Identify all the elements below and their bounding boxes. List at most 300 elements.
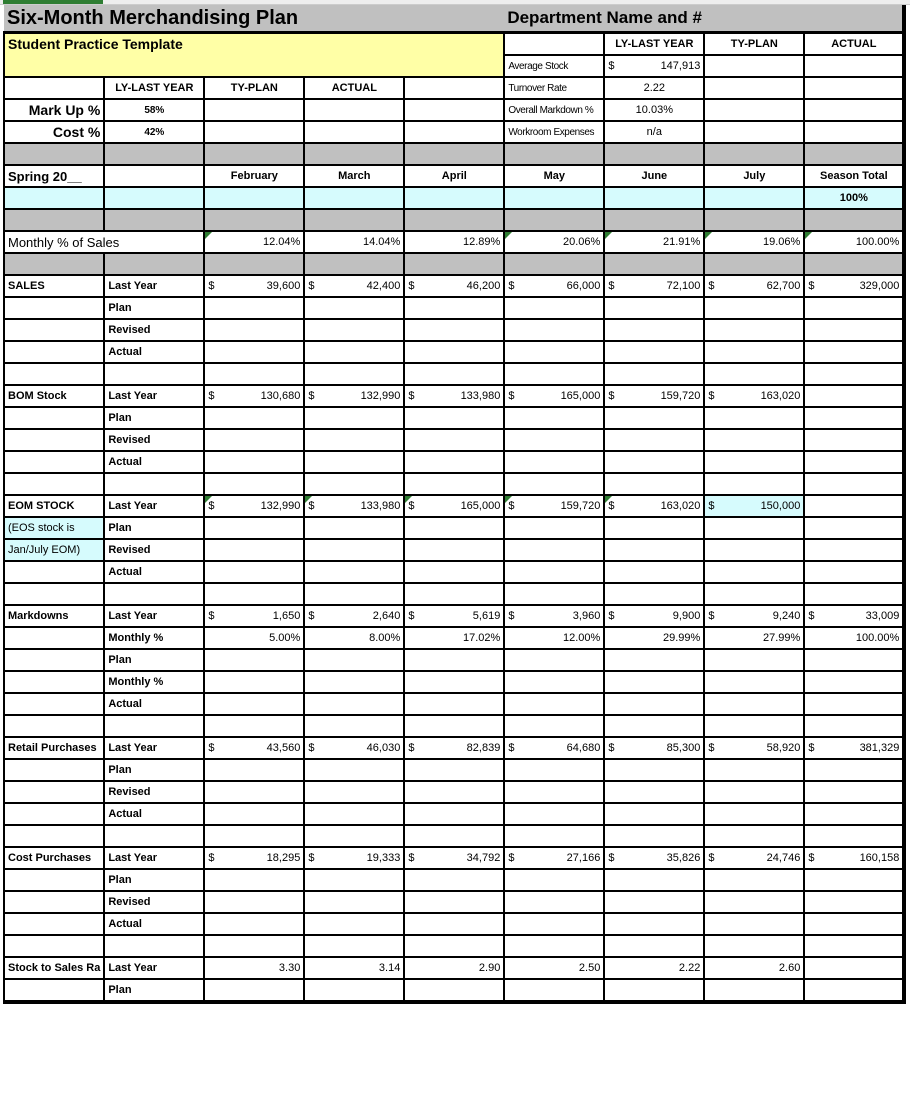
cell[interactable] (204, 473, 304, 495)
value-cell[interactable] (404, 407, 504, 429)
value-cell[interactable] (604, 605, 704, 627)
value-cell[interactable] (804, 561, 904, 583)
cell[interactable] (204, 825, 304, 847)
stat-label[interactable]: Average Stock (504, 55, 604, 77)
sheet-title[interactable]: Six-Month Merchandising Plan (4, 5, 504, 33)
value-cell[interactable] (804, 693, 904, 715)
value-cell[interactable] (304, 781, 404, 803)
month-header[interactable]: July (704, 165, 804, 187)
cell[interactable] (204, 583, 304, 605)
cell[interactable] (4, 759, 104, 781)
value-cell[interactable] (704, 781, 804, 803)
value-cell[interactable] (804, 671, 904, 693)
cell[interactable] (804, 77, 904, 99)
value-cell[interactable] (604, 429, 704, 451)
value-cell[interactable] (504, 649, 604, 671)
value-cell[interactable] (604, 649, 704, 671)
value-cell[interactable] (704, 869, 804, 891)
value-cell[interactable] (604, 781, 704, 803)
value-cell[interactable] (604, 979, 704, 1002)
value-cell[interactable] (404, 957, 504, 979)
value-cell[interactable] (304, 451, 404, 473)
value-cell[interactable] (704, 407, 804, 429)
cell[interactable] (504, 935, 604, 957)
value-cell[interactable] (504, 803, 604, 825)
section-title[interactable]: Markdowns (4, 605, 104, 627)
value-cell[interactable] (804, 759, 904, 781)
cell[interactable] (704, 99, 804, 121)
value-cell[interactable] (204, 671, 304, 693)
row-label[interactable]: Last Year (104, 737, 204, 759)
value-cell[interactable] (304, 429, 404, 451)
value-cell[interactable] (204, 561, 304, 583)
row-label[interactable]: Actual (104, 561, 204, 583)
cell[interactable] (4, 869, 104, 891)
stat-ly-value[interactable] (604, 55, 704, 77)
value-cell[interactable] (604, 275, 704, 297)
cell[interactable] (4, 935, 104, 957)
value-cell[interactable] (604, 693, 704, 715)
value-cell[interactable] (704, 803, 804, 825)
value-cell[interactable] (504, 407, 604, 429)
cell[interactable] (4, 451, 104, 473)
cell[interactable] (704, 583, 804, 605)
value-cell[interactable] (704, 759, 804, 781)
summary-header-ty[interactable]: TY-PLAN (204, 77, 304, 99)
value-cell[interactable] (404, 693, 504, 715)
section-title[interactable]: Cost Purchases (4, 847, 104, 869)
row-label[interactable]: Plan (104, 407, 204, 429)
value-cell[interactable] (404, 451, 504, 473)
value-cell[interactable] (504, 781, 604, 803)
value-cell[interactable] (304, 319, 404, 341)
value-cell[interactable] (204, 517, 304, 539)
stat-ly-value[interactable]: 10.03% (604, 99, 704, 121)
value-cell[interactable] (704, 605, 804, 627)
cell[interactable] (204, 715, 304, 737)
cell[interactable] (704, 825, 804, 847)
value-cell[interactable] (804, 891, 904, 913)
value-cell[interactable] (804, 979, 904, 1002)
value-cell[interactable] (404, 275, 504, 297)
cell[interactable] (504, 473, 604, 495)
value-cell[interactable] (704, 385, 804, 407)
value-cell[interactable] (404, 385, 504, 407)
value-cell[interactable] (204, 803, 304, 825)
season-total-pct[interactable]: 100% (804, 187, 904, 209)
value-cell[interactable] (304, 869, 404, 891)
cell[interactable] (504, 825, 604, 847)
value-cell[interactable] (304, 649, 404, 671)
value-cell[interactable] (204, 275, 304, 297)
value-cell[interactable] (504, 319, 604, 341)
row-label[interactable]: Last Year (104, 385, 204, 407)
cell[interactable] (4, 627, 104, 649)
cell[interactable] (804, 121, 904, 143)
value-cell[interactable] (604, 319, 704, 341)
cell[interactable] (704, 473, 804, 495)
value-cell[interactable] (404, 891, 504, 913)
cell[interactable] (4, 429, 104, 451)
subtitle[interactable]: Student Practice Template (4, 33, 504, 78)
value-cell[interactable] (204, 759, 304, 781)
value-cell[interactable] (404, 605, 504, 627)
value-cell[interactable] (204, 847, 304, 869)
cell[interactable] (204, 121, 304, 143)
summary-ly-value[interactable]: 58% (104, 99, 204, 121)
value-cell[interactable] (704, 429, 804, 451)
value-cell[interactable] (804, 407, 904, 429)
value-cell[interactable] (304, 539, 404, 561)
value-cell[interactable] (404, 671, 504, 693)
monthly-pct-cell[interactable]: 19.06% (704, 231, 804, 253)
value-cell[interactable] (304, 627, 404, 649)
value-cell[interactable] (704, 737, 804, 759)
value-cell[interactable] (804, 957, 904, 979)
value-cell[interactable] (304, 517, 404, 539)
cell[interactable] (4, 803, 104, 825)
value-cell[interactable] (304, 759, 404, 781)
value-cell[interactable] (704, 913, 804, 935)
cell[interactable] (404, 121, 504, 143)
cell[interactable] (304, 583, 404, 605)
value-cell[interactable] (604, 539, 704, 561)
month-header[interactable]: June (604, 165, 704, 187)
cell[interactable] (104, 165, 204, 187)
cell[interactable] (504, 363, 604, 385)
value-cell[interactable] (604, 737, 704, 759)
cell[interactable] (4, 77, 104, 99)
value-cell[interactable] (204, 781, 304, 803)
value-cell[interactable] (504, 517, 604, 539)
value-cell[interactable] (204, 913, 304, 935)
value-cell[interactable] (604, 517, 704, 539)
cell[interactable] (4, 583, 104, 605)
value-cell[interactable] (704, 957, 804, 979)
value-cell[interactable] (204, 539, 304, 561)
cell[interactable] (604, 473, 704, 495)
cell[interactable] (404, 363, 504, 385)
value-cell[interactable] (604, 891, 704, 913)
value-cell[interactable] (604, 759, 704, 781)
value-cell[interactable] (404, 297, 504, 319)
value-cell[interactable] (204, 693, 304, 715)
section-title[interactable]: Stock to Sales Ra (4, 957, 104, 979)
row-label[interactable]: Plan (104, 869, 204, 891)
cell[interactable] (804, 715, 904, 737)
cell[interactable] (304, 473, 404, 495)
value-cell[interactable] (804, 627, 904, 649)
row-label[interactable]: Plan (104, 759, 204, 781)
value-cell[interactable] (204, 451, 304, 473)
row-label[interactable]: Revised (104, 781, 204, 803)
value-cell[interactable] (304, 847, 404, 869)
cell[interactable] (4, 913, 104, 935)
row-label[interactable]: Actual (104, 803, 204, 825)
value-cell[interactable] (204, 649, 304, 671)
value-cell[interactable] (204, 429, 304, 451)
cell[interactable] (804, 55, 904, 77)
value-cell[interactable] (404, 781, 504, 803)
cell[interactable] (104, 715, 204, 737)
value-cell[interactable] (804, 649, 904, 671)
value-cell[interactable] (804, 275, 904, 297)
summary-label[interactable]: Mark Up % (4, 99, 104, 121)
row-label[interactable]: Actual (104, 693, 204, 715)
value-cell[interactable] (804, 517, 904, 539)
value-cell[interactable] (704, 671, 804, 693)
value-cell[interactable] (304, 297, 404, 319)
value-cell[interactable] (304, 957, 404, 979)
value-cell[interactable] (704, 891, 804, 913)
section-title[interactable]: Retail Purchases (4, 737, 104, 759)
stat-label[interactable]: Turnover Rate (504, 77, 604, 99)
value-cell[interactable] (404, 319, 504, 341)
value-cell[interactable] (504, 341, 604, 363)
value-cell[interactable] (604, 407, 704, 429)
section-title[interactable]: SALES (4, 275, 104, 297)
value-cell[interactable] (404, 539, 504, 561)
value-cell[interactable] (804, 341, 904, 363)
value-cell[interactable] (604, 847, 704, 869)
row-label[interactable]: Actual (104, 451, 204, 473)
cell[interactable] (4, 891, 104, 913)
value-cell[interactable] (404, 913, 504, 935)
value-cell[interactable] (604, 671, 704, 693)
value-cell[interactable] (504, 869, 604, 891)
cell[interactable] (304, 825, 404, 847)
cell[interactable] (104, 473, 204, 495)
value-cell[interactable] (504, 539, 604, 561)
value-cell[interactable] (204, 407, 304, 429)
row-label[interactable]: Actual (104, 913, 204, 935)
value-cell[interactable] (504, 429, 604, 451)
value-cell[interactable] (504, 297, 604, 319)
value-cell[interactable] (204, 869, 304, 891)
value-cell[interactable] (204, 385, 304, 407)
value-cell[interactable] (604, 627, 704, 649)
value-cell[interactable] (604, 913, 704, 935)
value-cell[interactable] (304, 693, 404, 715)
cell[interactable] (704, 121, 804, 143)
row-label[interactable]: Last Year (104, 847, 204, 869)
cell[interactable] (304, 99, 404, 121)
cell[interactable] (604, 583, 704, 605)
value-cell[interactable] (604, 495, 704, 517)
monthly-pct-cell[interactable]: 12.89% (404, 231, 504, 253)
value-cell[interactable] (504, 693, 604, 715)
cell[interactable] (404, 715, 504, 737)
value-cell[interactable] (804, 319, 904, 341)
cell[interactable] (404, 583, 504, 605)
value-cell[interactable] (404, 979, 504, 1002)
summary-ly-value[interactable]: 42% (104, 121, 204, 143)
monthly-pct-label[interactable]: Monthly % of Sales (4, 231, 204, 253)
cell[interactable] (4, 825, 104, 847)
cell[interactable] (4, 693, 104, 715)
value-cell[interactable] (304, 671, 404, 693)
value-cell[interactable] (704, 561, 804, 583)
value-cell[interactable] (804, 781, 904, 803)
value-cell[interactable] (704, 319, 804, 341)
row-label[interactable]: Plan (104, 517, 204, 539)
cell[interactable] (504, 583, 604, 605)
month-header[interactable]: April (404, 165, 504, 187)
value-cell[interactable] (304, 407, 404, 429)
value-cell[interactable] (504, 495, 604, 517)
value-cell[interactable] (404, 869, 504, 891)
value-cell[interactable] (304, 913, 404, 935)
row-label[interactable]: Last Year (104, 275, 204, 297)
season-label[interactable]: Spring 20__ (4, 165, 104, 187)
value-cell[interactable] (404, 627, 504, 649)
cell[interactable] (4, 671, 104, 693)
cell[interactable] (804, 935, 904, 957)
value-cell[interactable] (304, 385, 404, 407)
row-label[interactable]: Plan (104, 979, 204, 1002)
value-cell[interactable] (404, 649, 504, 671)
cell[interactable] (404, 825, 504, 847)
value-cell[interactable] (704, 517, 804, 539)
value-cell[interactable] (804, 737, 904, 759)
cell[interactable] (804, 473, 904, 495)
cell[interactable] (604, 935, 704, 957)
stats-header-ly[interactable]: LY-LAST YEAR (604, 33, 704, 56)
value-cell[interactable] (204, 891, 304, 913)
value-cell[interactable] (404, 341, 504, 363)
row-label[interactable]: Monthly % (104, 671, 204, 693)
cell[interactable] (204, 363, 304, 385)
value-cell[interactable] (504, 979, 604, 1002)
cell[interactable] (104, 363, 204, 385)
summary-header-actual[interactable]: ACTUAL (304, 77, 404, 99)
cell[interactable] (504, 715, 604, 737)
value-cell[interactable] (804, 869, 904, 891)
value-cell[interactable] (304, 275, 404, 297)
cell[interactable] (404, 473, 504, 495)
value-cell[interactable] (804, 803, 904, 825)
cell[interactable] (504, 33, 604, 56)
value-cell[interactable] (504, 891, 604, 913)
value-cell[interactable] (504, 913, 604, 935)
row-label[interactable]: Plan (104, 297, 204, 319)
monthly-pct-cell[interactable]: 20.06% (504, 231, 604, 253)
cell[interactable] (604, 715, 704, 737)
cell[interactable] (4, 297, 104, 319)
row-label[interactable]: Last Year (104, 605, 204, 627)
value-cell[interactable] (604, 803, 704, 825)
value-cell[interactable] (704, 847, 804, 869)
row-label[interactable]: Monthly % (104, 627, 204, 649)
cell[interactable] (104, 935, 204, 957)
value-cell[interactable] (304, 891, 404, 913)
value-cell[interactable] (204, 957, 304, 979)
value-cell[interactable] (204, 495, 304, 517)
value-cell[interactable] (804, 913, 904, 935)
value-cell[interactable] (604, 957, 704, 979)
cell[interactable] (404, 77, 504, 99)
value-cell[interactable] (204, 341, 304, 363)
month-header[interactable]: March (304, 165, 404, 187)
value-cell[interactable] (804, 539, 904, 561)
value-cell[interactable] (504, 671, 604, 693)
row-label[interactable]: Revised (104, 891, 204, 913)
cell[interactable] (804, 363, 904, 385)
value-cell[interactable] (204, 627, 304, 649)
stat-label[interactable]: Workroom Expenses (504, 121, 604, 143)
cell[interactable] (4, 781, 104, 803)
value-cell[interactable] (304, 341, 404, 363)
summary-label[interactable]: Cost % (4, 121, 104, 143)
cell[interactable] (304, 935, 404, 957)
department-name[interactable]: Department Name and # (504, 5, 904, 33)
row-label[interactable]: Revised (104, 429, 204, 451)
cell[interactable] (204, 935, 304, 957)
section-note[interactable]: Jan/July EOM) (4, 539, 104, 561)
value-cell[interactable] (804, 605, 904, 627)
value-cell[interactable] (404, 495, 504, 517)
value-cell[interactable] (704, 341, 804, 363)
value-cell[interactable] (704, 693, 804, 715)
value-cell[interactable] (804, 429, 904, 451)
value-cell[interactable] (704, 649, 804, 671)
row-label[interactable]: Actual (104, 341, 204, 363)
cell[interactable] (4, 649, 104, 671)
stat-ly-value[interactable]: 2.22 (604, 77, 704, 99)
season-total-header[interactable]: Season Total (804, 165, 904, 187)
monthly-pct-cell[interactable]: 21.91% (604, 231, 704, 253)
stat-ly-value[interactable]: n/a (604, 121, 704, 143)
value-cell[interactable] (704, 627, 804, 649)
value-cell[interactable] (304, 495, 404, 517)
cell[interactable] (104, 825, 204, 847)
cell[interactable] (4, 319, 104, 341)
cell[interactable] (304, 121, 404, 143)
cell[interactable] (604, 363, 704, 385)
monthly-pct-cell[interactable]: 12.04% (204, 231, 304, 253)
cell[interactable] (104, 583, 204, 605)
row-label[interactable]: Plan (104, 649, 204, 671)
value-cell[interactable] (304, 737, 404, 759)
value-cell[interactable] (804, 297, 904, 319)
value-cell[interactable] (804, 451, 904, 473)
value-cell[interactable] (204, 737, 304, 759)
value-cell[interactable] (504, 759, 604, 781)
value-cell[interactable] (304, 605, 404, 627)
value-cell[interactable] (204, 319, 304, 341)
value-cell[interactable] (604, 561, 704, 583)
cell[interactable] (304, 715, 404, 737)
cell[interactable] (804, 583, 904, 605)
row-label[interactable]: Revised (104, 539, 204, 561)
value-cell[interactable] (204, 297, 304, 319)
value-cell[interactable] (704, 495, 804, 517)
cell[interactable] (4, 363, 104, 385)
cell[interactable] (4, 341, 104, 363)
value-cell[interactable] (504, 561, 604, 583)
value-cell[interactable] (404, 517, 504, 539)
cell[interactable] (404, 935, 504, 957)
value-cell[interactable] (404, 737, 504, 759)
cell[interactable] (804, 825, 904, 847)
value-cell[interactable] (504, 605, 604, 627)
value-cell[interactable] (804, 847, 904, 869)
value-cell[interactable] (704, 539, 804, 561)
cell[interactable] (704, 77, 804, 99)
row-label[interactable]: Last Year (104, 957, 204, 979)
cell[interactable] (704, 55, 804, 77)
value-cell[interactable] (604, 297, 704, 319)
